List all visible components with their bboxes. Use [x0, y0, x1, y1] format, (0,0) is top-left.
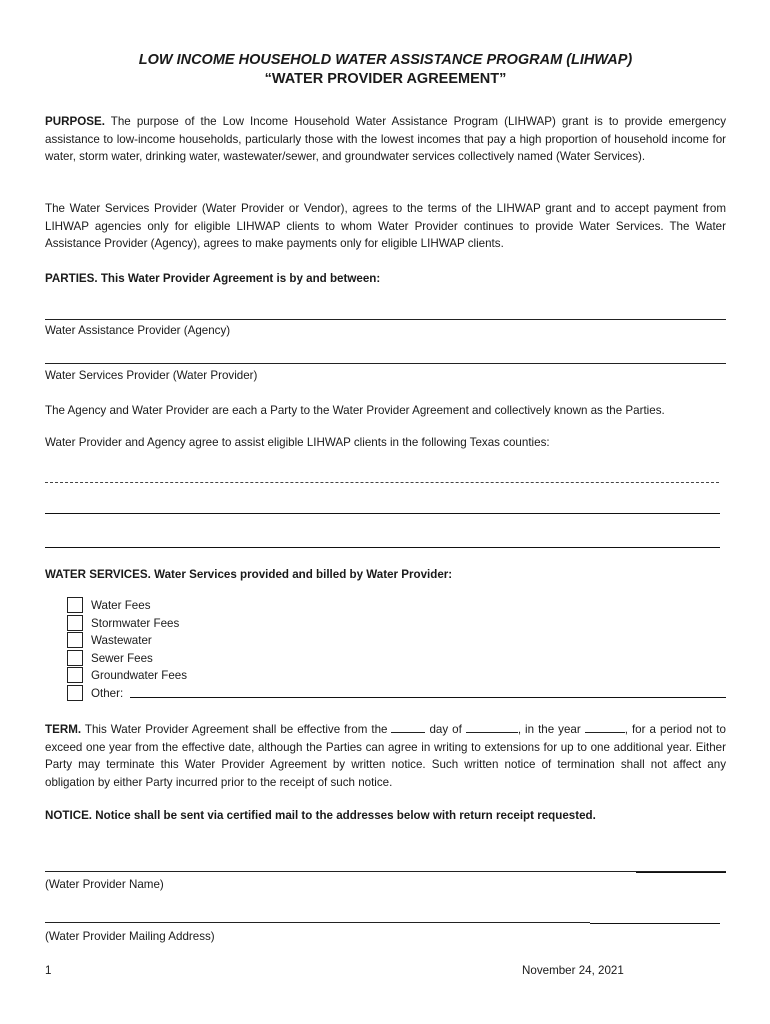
- provider-name-line[interactable]: [45, 871, 726, 872]
- term-text-rest: period not to exceed one year from the effective date, although the Parties can agree in writing to extensions for up to one additional year. Either Party may terminate this Water Provider Agreement by written notice. Such written notice of termination shall not affect any obligation by either Party incurred prior to the receipt of such notice.: [45, 723, 726, 789]
- term-day-blank[interactable]: [391, 720, 425, 733]
- stormwater-fees-label: Stormwater Fees: [91, 616, 180, 630]
- other-label: Other:: [91, 686, 124, 700]
- purpose-heading: PURPOSE.: [45, 115, 105, 128]
- footer-date: November 24, 2021: [522, 964, 624, 977]
- groundwater-fees-label: Groundwater Fees: [91, 669, 188, 682]
- groundwater-fees-checkbox[interactable]: [67, 667, 83, 683]
- parties-paragraph: The Agency and Water Provider are each a Party to the Water Provider Agreement and collectively known as the Parties.: [45, 404, 665, 417]
- page-number: 1: [45, 964, 52, 977]
- counties-line-1[interactable]: [45, 482, 719, 483]
- water-fees-label: Water Fees: [91, 599, 151, 612]
- term-text-a: This Water Provider Agreement shall be effective from the: [84, 723, 388, 736]
- purpose-paragraph: [45, 113, 726, 166]
- term-text-c: , in the year: [517, 723, 581, 736]
- term-paragraph: [45, 720, 726, 791]
- agency-label: Water Assistance Provider (Agency): [45, 324, 231, 337]
- provider-address-label: (Water Provider Mailing Address): [45, 930, 215, 943]
- water-fees-checkbox[interactable]: [67, 597, 83, 613]
- sewer-fees-checkbox[interactable]: [67, 650, 83, 666]
- counties-paragraph: Water Provider and Agency agree to assist eligible LIHWAP clients in the following Texas counties:: [45, 436, 550, 449]
- provider-paragraph: The Water Services Provider (Water Provider or Vendor), agrees to the terms of the LIHWAP grant and to accept payment from LIHWAP agencies only for eligible LIHWAP clients to whom Water Provider continues to provide Water Services. The Water Assistance Provider (Agency), agrees to make payments only for eligible LIHWAP clients.: [45, 202, 726, 250]
- other-service-line[interactable]: [130, 697, 726, 698]
- wastewater-checkbox[interactable]: [67, 632, 83, 648]
- parties-heading: PARTIES. This Water Provider Agreement is by and between:: [45, 272, 381, 285]
- term-year-blank[interactable]: [585, 720, 625, 733]
- counties-line-3[interactable]: [45, 547, 720, 548]
- term-text-d: , for a: [624, 723, 656, 736]
- term-heading: TERM.: [45, 723, 82, 736]
- counties-line-2[interactable]: [45, 513, 720, 514]
- water-services-heading: WATER SERVICES. Water Services provided and billed by Water Provider:: [45, 568, 453, 581]
- stormwater-fees-checkbox[interactable]: [67, 615, 83, 631]
- term-text-b: day of: [429, 723, 462, 736]
- provider-name-line-extra: [636, 872, 726, 873]
- document-subtitle: “WATER PROVIDER AGREEMENT”: [264, 71, 507, 87]
- sewer-fees-label: Sewer Fees: [91, 651, 153, 665]
- agency-signature-line[interactable]: [45, 319, 726, 320]
- term-month-blank[interactable]: [466, 720, 518, 733]
- provider-label: Water Services Provider (Water Provider): [45, 369, 258, 382]
- purpose-text: The purpose of the Low Income Household Water Assistance Program (LIHWAP) grant is to provide emergency assistance to low-income households, particularly those with the lowest incomes that pay a high proportion of household income for water, storm water, drinking water, wastewater/sewer, and groundwater services collectively named (Water Services).: [45, 115, 726, 163]
- provider-address-line-extra: [590, 923, 720, 924]
- provider-name-label: (Water Provider Name): [45, 878, 164, 891]
- provider-signature-line[interactable]: [45, 363, 726, 364]
- wastewater-label: Wastewater: [91, 634, 152, 647]
- provider-address-line[interactable]: [45, 922, 590, 923]
- other-checkbox[interactable]: [67, 685, 83, 701]
- notice-heading: NOTICE. Notice shall be sent via certified mail to the addresses below with return receipt requested.: [45, 809, 596, 822]
- document-title: LOW INCOME HOUSEHOLD WATER ASSISTANCE PROGRAM (LIHWAP): [138, 52, 633, 68]
